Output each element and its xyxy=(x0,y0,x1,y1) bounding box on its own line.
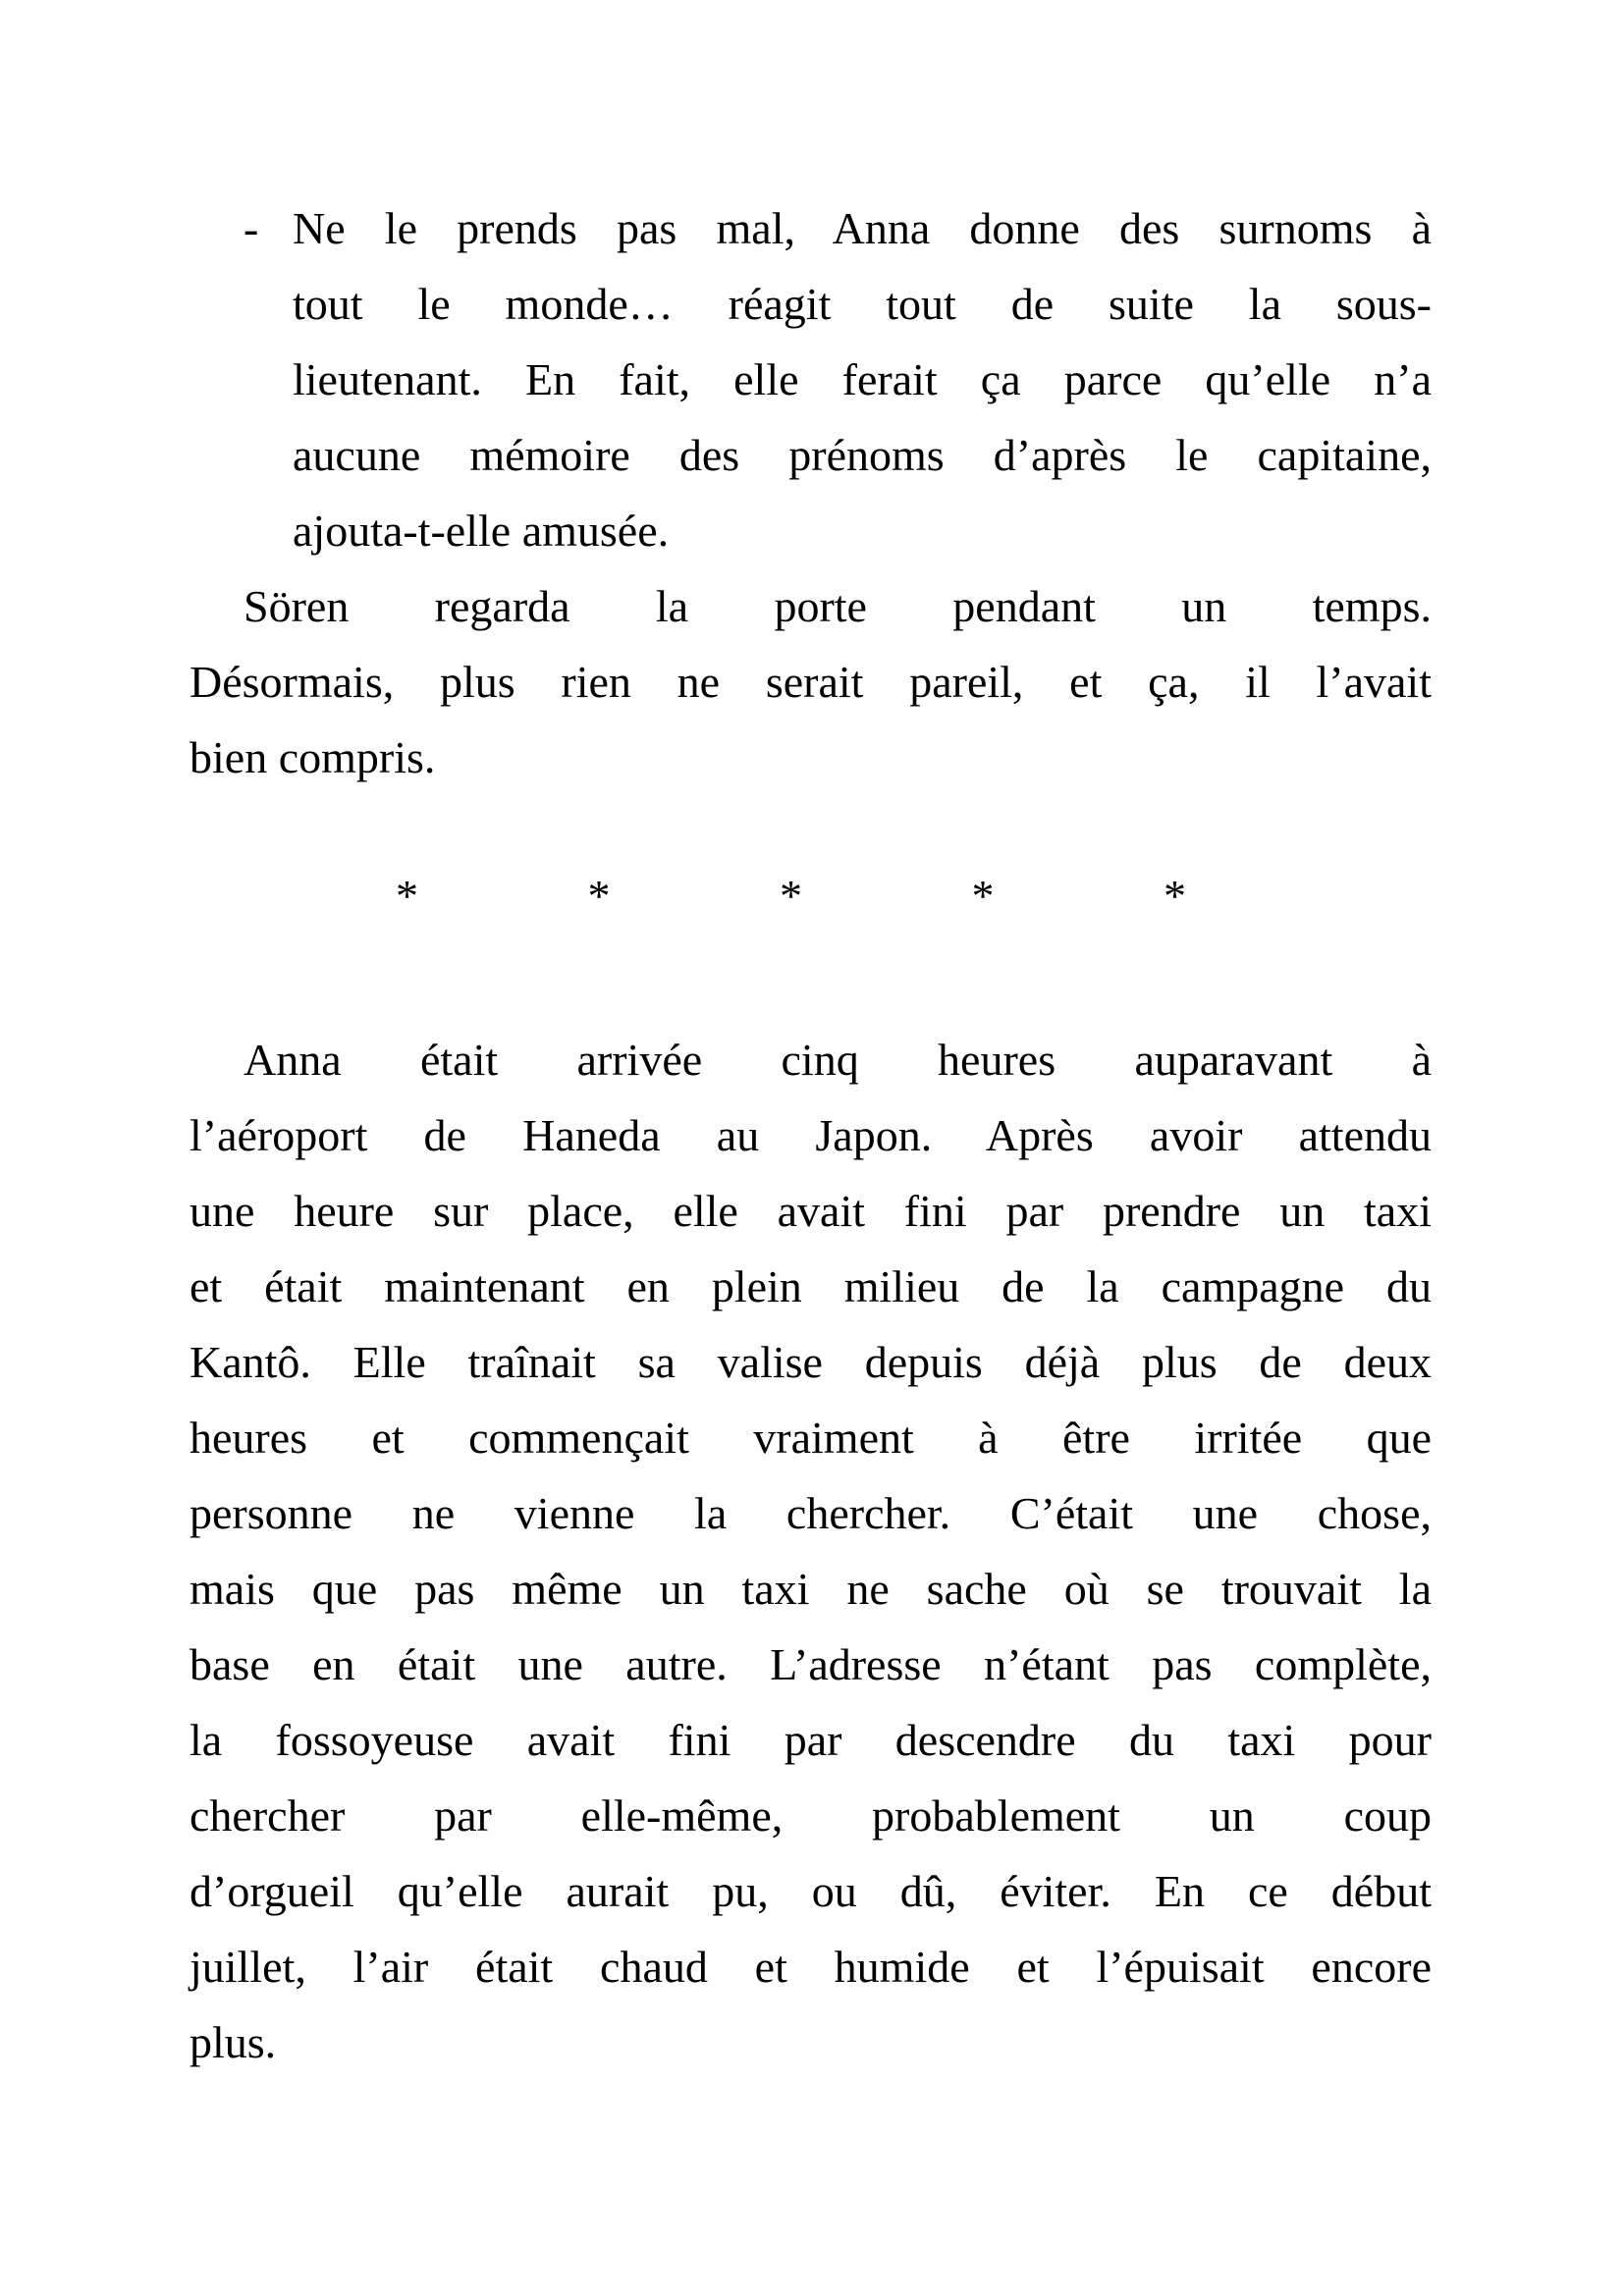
text-line: ajouta-t-elle amusée. xyxy=(293,506,670,556)
text-line: plus. xyxy=(189,2017,277,2067)
section-separator xyxy=(189,858,1432,934)
text-line: tout le monde… réagit tout de suite la sous- xyxy=(293,279,1432,329)
separator-asterisk: * xyxy=(587,871,611,921)
text-line: bien compris. xyxy=(189,732,436,782)
text-line: Sören regarda la porte pendant un temps. xyxy=(244,581,1432,631)
separator-asterisk: * xyxy=(780,871,802,921)
text-line: et était maintenant en plein milieu de la campagne du xyxy=(189,1261,1432,1311)
text-line: Désormais, plus rien ne serait pareil, et ça, il l’avait xyxy=(189,657,1432,707)
separator-asterisk: * xyxy=(1164,871,1186,921)
paragraph xyxy=(189,568,1432,795)
separator-asterisk: * xyxy=(396,871,418,921)
text-line: Kantô. Elle traînait sa valise depuis déjà plus de deux xyxy=(189,1337,1432,1387)
text-line: la fossoyeuse avait fini par descendre du taxi pour xyxy=(189,1715,1432,1765)
text-line: lieutenant. En fait, elle ferait ça parce qu’elle n’a xyxy=(293,354,1432,404)
paragraph-dialogue xyxy=(189,190,1432,568)
text-line: mais que pas même un taxi ne sache où se trouvait la xyxy=(189,1564,1432,1614)
dialogue-dash-marker: - xyxy=(244,203,259,253)
text-line: aucune mémoire des prénoms d’après le capitaine, xyxy=(293,430,1432,480)
text-line: heures et commençait vraiment à être irritée que xyxy=(189,1413,1432,1463)
separator-asterisk: * xyxy=(971,871,995,921)
text-line: personne ne vienne la chercher. C’était une chose, xyxy=(189,1488,1432,1538)
text-line: Anna était arrivée cinq heures auparavant à xyxy=(244,1035,1432,1085)
text-block xyxy=(189,190,1432,2080)
text-line: l’aéroport de Haneda au Japon. Après avoir attendu xyxy=(189,1110,1432,1160)
text-line: chercher par elle-même, probablement un coup xyxy=(189,1790,1432,1841)
paragraph xyxy=(189,1022,1432,2080)
text-line: Ne le prends pas mal, Anna donne des surnoms à xyxy=(293,203,1432,253)
text-line: juillet, l’air était chaud et humide et l’épuisait encore xyxy=(189,1942,1432,1992)
text-line: base en était une autre. L’adresse n’étant pas complète, xyxy=(189,1639,1432,1689)
text-line: d’orgueil qu’elle aurait pu, ou dû, éviter. En ce début xyxy=(189,1866,1432,1916)
text-line: une heure sur place, elle avait fini par prendre un taxi xyxy=(189,1186,1432,1236)
